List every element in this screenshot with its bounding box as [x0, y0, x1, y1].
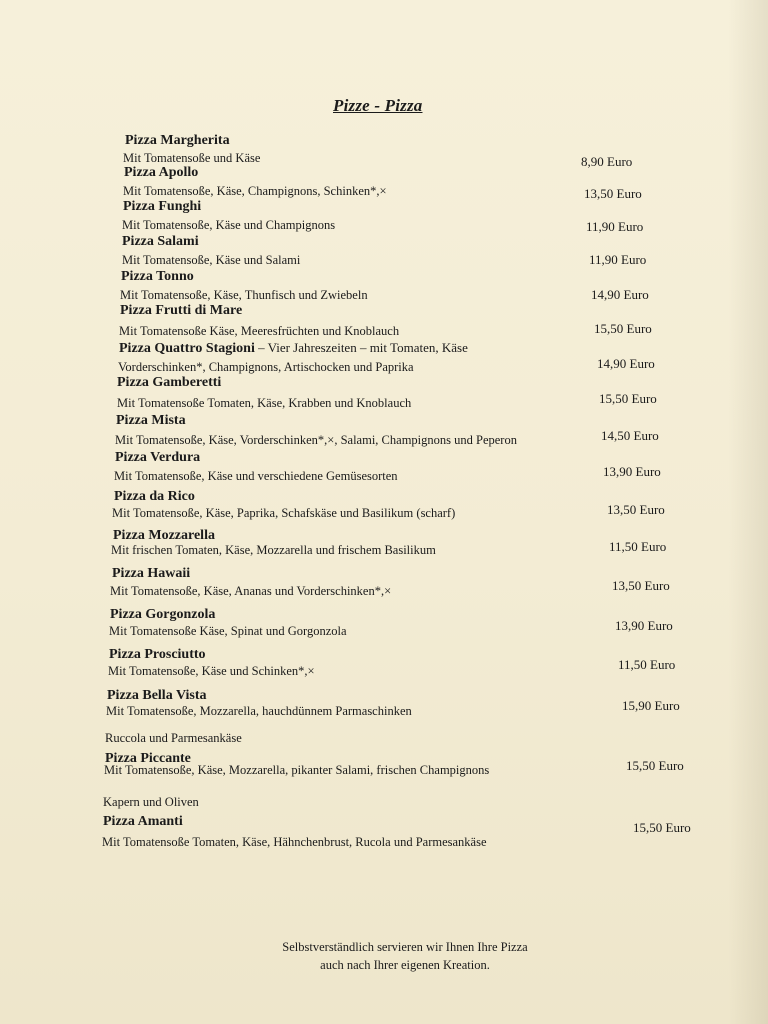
dish-price: 13,90 Euro — [603, 464, 661, 479]
dish-name: Pizza da Rico — [114, 489, 195, 504]
dish-name: Pizza Amanti — [103, 814, 183, 829]
dish-name: Pizza Funghi — [123, 199, 202, 214]
dish-name: Pizza Hawaii — [112, 566, 191, 581]
dish-price: 13,50 Euro — [584, 186, 642, 201]
dish-name: Pizza Margherita — [125, 133, 230, 148]
dish-name: Pizza Mozzarella — [113, 528, 215, 543]
dish-description: Mit Tomatensoße, Käse, Ananas und Vorderschinken*,× — [110, 584, 392, 598]
dish-description: Mit Tomatensoße, Käse, Thunfisch und Zwiebeln — [120, 288, 368, 302]
dish-description: Mit Tomatensoße Tomaten, Käse, Krabben und Knoblauch — [117, 396, 412, 410]
dish-description-continued: Kapern und Oliven — [103, 795, 199, 809]
dish-description: Mit Tomatensoße, Käse, Mozzarella, pikanter Salami, frischen Champignons — [104, 763, 490, 777]
dish-price: 15,50 Euro — [633, 820, 691, 835]
dish-name: Pizza Mista — [116, 413, 186, 428]
dish-description: Mit Tomatensoße Käse, Spinat und Gorgonzola — [109, 624, 347, 638]
dish-name: Pizza Salami — [122, 234, 199, 249]
dish-price: 8,90 Euro — [581, 154, 633, 169]
dish-name: Pizza Quattro Stagioni – Vier Jahreszeiten – mit Tomaten, Käse — [119, 340, 468, 356]
dish-description: Mit Tomatensoße, Käse und Salami — [122, 253, 301, 267]
dish-price: 15,50 Euro — [594, 321, 652, 336]
menu-footer-note — [255, 938, 555, 974]
dish-price: 11,90 Euro — [586, 219, 644, 234]
dish-price: 15,90 Euro — [622, 698, 680, 713]
dish-price: 14,90 Euro — [591, 287, 649, 302]
dish-description: Mit frischen Tomaten, Käse, Mozzarella und frischem Basilikum — [111, 543, 436, 557]
dish-price: 15,50 Euro — [626, 758, 684, 773]
dish-price: 15,50 Euro — [599, 391, 657, 406]
dish-description: Mit Tomatensoße Tomaten, Käse, Hähnchenbrust, Rucola und Parmesankäse — [102, 835, 487, 849]
dish-price: 11,50 Euro — [618, 657, 676, 672]
dish-name: Pizza Tonno — [121, 269, 194, 284]
dish-price: 14,50 Euro — [601, 428, 659, 443]
dish-description-continued: Ruccola und Parmesankäse — [105, 731, 242, 745]
dish-price: 13,90 Euro — [615, 618, 673, 633]
dish-description: Mit Tomatensoße, Käse und Champignons — [122, 218, 336, 232]
dish-name-note: – Vier Jahreszeiten – mit Tomaten, Käse — [254, 340, 468, 355]
dish-description: Vorderschinken*, Champignons, Artischocken und Paprika — [118, 360, 414, 374]
dish-name: Pizza Prosciutto — [109, 647, 206, 662]
dish-description: Mit Tomatensoße und Käse — [123, 151, 261, 165]
menu-title: Pizze - Pizza — [333, 96, 423, 115]
dish-description: Mit Tomatensoße, Käse und verschiedene Gemüsesorten — [114, 469, 398, 483]
dish-name: Pizza Bella Vista — [107, 688, 207, 703]
dish-name: Pizza Gorgonzola — [110, 607, 216, 622]
dish-description: Mit Tomatensoße Käse, Meeresfrüchten und Knoblauch — [119, 324, 400, 338]
dish-price: 13,50 Euro — [607, 502, 665, 517]
dish-name: Pizza Apollo — [124, 165, 199, 180]
dish-price: 11,90 Euro — [589, 252, 647, 267]
dish-description: Mit Tomatensoße, Käse, Vorderschinken*,×, Salami, Champignons und Peperon — [115, 433, 517, 447]
dish-name: Pizza Gamberetti — [117, 375, 222, 390]
dish-description: Mit Tomatensoße, Käse und Schinken*,× — [108, 664, 315, 678]
dish-price: 14,90 Euro — [597, 356, 655, 371]
footer-line-1: Selbstverständlich servieren wir Ihnen Ihre Pizza — [282, 940, 528, 954]
footer-line-2: auch nach Ihrer eigenen Kreation. — [320, 958, 490, 972]
dish-description: Mit Tomatensoße, Käse, Paprika, Schafskäse und Basilikum (scharf) — [112, 506, 456, 520]
dish-description: Mit Tomatensoße, Mozzarella, hauchdünnem Parmaschinken — [106, 704, 412, 718]
dish-price: 11,50 Euro — [609, 539, 667, 554]
dish-name: Pizza Verdura — [115, 450, 201, 465]
dish-name: Pizza Frutti di Mare — [120, 303, 243, 318]
dish-name: Pizza Piccante — [105, 751, 191, 766]
dish-price: 13,50 Euro — [612, 578, 670, 593]
dish-description: Mit Tomatensoße, Käse, Champignons, Schinken*,× — [123, 184, 387, 198]
